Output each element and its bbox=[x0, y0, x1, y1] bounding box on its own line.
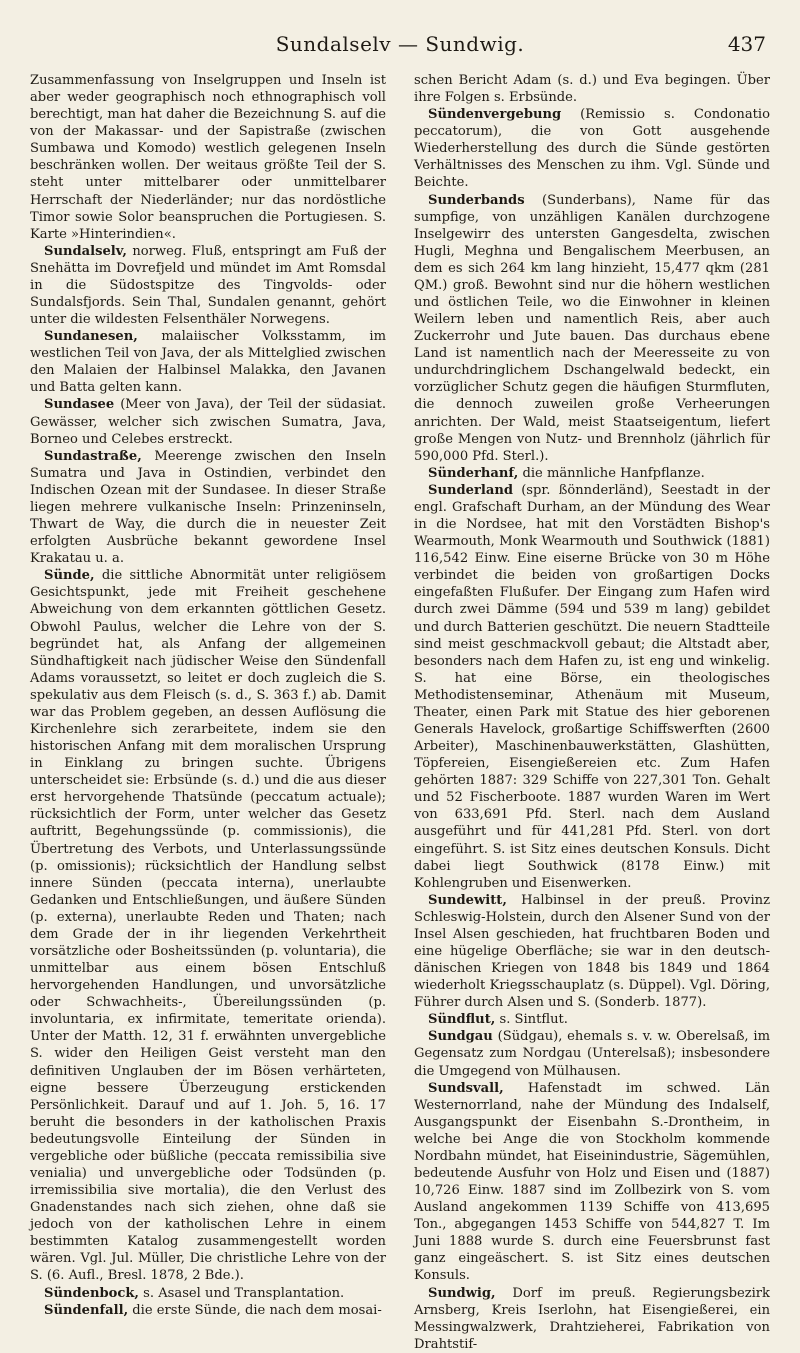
entry-headword: Sundwig, bbox=[428, 1285, 496, 1301]
dictionary-entry bbox=[414, 1028, 770, 1079]
entry-text: die erste Sünde, die nach dem mosai- bbox=[132, 1302, 382, 1318]
entry-headword: Sündflut, bbox=[428, 1012, 496, 1028]
entry-headword: Sundsvall, bbox=[428, 1080, 504, 1096]
entry-headword: Sündenbock, bbox=[44, 1285, 139, 1301]
running-head: Sundalselv — Sundwig. bbox=[275, 32, 525, 56]
entry-continuation bbox=[30, 72, 386, 243]
dictionary-entry bbox=[30, 243, 386, 328]
dictionary-entry bbox=[414, 465, 770, 482]
dictionary-entry bbox=[414, 1080, 770, 1285]
dictionary-entry bbox=[414, 482, 770, 892]
entry-text: s. Sintflut. bbox=[499, 1012, 568, 1028]
entry-text: norweg. Fluß, entspringt am Fuß der Snehätta im Dovrefjeld und mündet im Amt Romsdal in die Südostspitze des Tingvolds- oder Sundalsfjords. Sein Thal, Sundalen genannt, gehört unter die wildesten Felsenthäler Norwegens. bbox=[30, 243, 386, 328]
dictionary-entry bbox=[414, 106, 770, 191]
dictionary-entry bbox=[30, 448, 386, 568]
right-column bbox=[414, 72, 770, 1353]
dictionary-entry bbox=[30, 567, 386, 1284]
dictionary-entry bbox=[30, 1285, 386, 1302]
entry-headword: Sundasee bbox=[44, 397, 115, 413]
entry-text: (spr. ßönnderländ), Seestadt in der engl. Grafschaft Durham, an der Mündung des Wear in die Nordsee, hat mit den Vorstädten Bishop's Wearmouth, Monk Wearmouth und Southwick (1881) 116,542 Einw. Eine eiserne Brücke von 30 m Höhe verbindet die beiden von großartigen Docks eingefaßten Flußufer. Der Eingang zum Hafen wird durch zwei Dämme (594 und 539 m lang) gebildet und durch Batterien geschützt. Die neuern Stadtteile sind meist geschmackvoll gebaut; die Altstadt aber, besonders nach dem Hafen zu, ist eng und winkelig. S. hat eine Börse, ein theologisches Methodistenseminar, Athenäum mit Museum, Theater, einen Park mit Statue des hier geborenen Generals Havelock, großartige Schiffswerften (2600 Arbeiter), Maschinenbauwerkstätten, Glashütten, Töpfereien, Eisengießereien etc. Zum Hafen gehörten 1887: 329 Schiffe von 227,301 Ton. Gehalt und 52 Fischerboote. 1887 wurden Waren im Wert von 633,691 Pfd. Sterl. nach dem Ausland ausgeführt und für 441,281 Pfd. Sterl. von dort eingeführt. S. ist Sitz eines deutschen Konsuls. Dicht dabei liegt Southwick (8178 Einw.) mit Kohlengruben und Eisenwerken. bbox=[414, 482, 770, 891]
dictionary-entry bbox=[414, 892, 770, 1012]
entry-headword: Sünderhanf, bbox=[428, 465, 519, 481]
dictionary-entry bbox=[30, 1302, 386, 1319]
entry-headword: Sündenfall, bbox=[44, 1302, 129, 1318]
entry-text: die männliche Hanfpflanze. bbox=[522, 465, 705, 481]
left-column bbox=[30, 72, 386, 1353]
entry-text: malaiischer Volksstamm, im westlichen Teil von Java, der als Mittelglied zwischen den Malaien der Halbinsel Malakka, den Javanen und Batta gelten kann. bbox=[30, 329, 386, 396]
entry-headword: Sundgau bbox=[428, 1029, 493, 1045]
entry-text: schen Bericht Adam (s. d.) und Eva begingen. Über ihre Folgen s. Erbsünde. bbox=[414, 73, 770, 106]
dictionary-entry bbox=[414, 1011, 770, 1028]
entry-text: (Remissio s. Condonatio peccatorum), die von Gott ausgehende Wiederherstellung des durch die Sünde gestörten Verhältnisses des Menschen zu ihm. Vgl. Sünde und Beichte. bbox=[414, 107, 770, 191]
entry-text: Meerenge zwischen den Inseln Sumatra und Java in Ostindien, verbindet den Indischen Ozean mit der Sundasee. In dieser Straße liegen mehrere vulkanische Inseln: Prinzeninseln, Thwart de Way, die durch die in neuester Zeit erfolgten Ausbrüche bekannt gewordene Insel Krakatau u. a. bbox=[30, 448, 386, 567]
entry-headword: Sundalselv, bbox=[44, 243, 127, 259]
entry-headword: Sunderbands bbox=[428, 192, 525, 208]
dictionary-entry bbox=[414, 192, 770, 465]
entry-continuation bbox=[414, 72, 770, 106]
page-header bbox=[30, 28, 770, 62]
dictionary-entry bbox=[414, 1285, 770, 1353]
entry-headword: Sünde, bbox=[44, 568, 95, 584]
dictionary-entry bbox=[30, 396, 386, 447]
entry-headword: Sundastraße, bbox=[44, 448, 142, 464]
text-columns bbox=[30, 72, 770, 1353]
entry-headword: Sunderland bbox=[428, 482, 514, 498]
entry-text: (Meer von Java), der Teil der südasiat. Gewässer, welcher sich zwischen Sumatra, Java, Borneo und Celebes erstreckt. bbox=[30, 397, 386, 447]
entry-text: Hafenstadt im schwed. Län Westernorrland, nahe der Mündung des Indalself, Ausgangspunkt der Eisenbahn S.-Drontheim, in welche bei Ange die von Stockholm kommende Nordbahn mündet, hat Eiseinindustrie, Sägemühlen, bedeutende Ausfuhr von Holz und Eisen und (1887) 10,726 Einw. 1887 sind im Zollbezirk von S. vom Ausland angekommen 1139 Schiffe von 413,695 Ton., abgegangen 1453 Schiffe von 544,827 T. Im Juni 1888 wurde S. durch eine Feuersbrunst fast ganz eingeäschert. S. ist Sitz eines deutschen Konsuls. bbox=[414, 1080, 770, 1284]
page-number: 437 bbox=[727, 32, 766, 56]
dictionary-entry bbox=[30, 328, 386, 396]
entry-text: die sittliche Abnormität unter religiösem Gesichtspunkt, jede mit Freiheit geschehene Abweichung von dem erkannten göttlichen Gesetz. Obwohl Paulus, welcher die Lehre von der S. begründet hat, als Anfang der allgemeinen Sündhaftigkeit nach jüdischer Weise den Sündenfall Adams voraussetzt, so leitet er doch zugleich die S. spekulativ aus dem Fleisch (s. d., S. 363 f.) ab. Damit war das Problem gegeben, an dessen Auflösung die Kirchenlehre sich zerarbeitete, indem sie den historischen Anfang mit dem moralischen Ursprung in Einklang zu bringen suchte. Übrigens unterscheidet sie: Erbsünde (s. d.) und die aus dieser erst hervorgehende Thatsünde (peccatum actuale); rücksichtlich der Form, unter welcher das Gesetz auftritt, Begehungssünde (p. commissionis), die Übertretung des Verbots, und Unterlassungssünde (p. omissionis); rücksichtlich der Handlung selbst innere Sünden (peccata interna), unerlaubte Gedanken und Entschließungen, und äußere Sünden (p. externa), unerlaubte Reden und Thaten; nach dem Grade der in ihr liegenden Verkehrtheit vorsätzliche oder Bosheitssünden (p. voluntaria), die unmittelbar aus einem bösen Entschluß hervorgehenden Handlungen, und unvorsätzliche oder Schwachheits-, Übereilungssünden (p. involuntaria, ex infirmitate, temeritate orienda). Unter der Matth. 12, 31 f. erwähnten unvergebliche S. wider den Heiligen Geist versteht man den definitiven Unglauben der im Bösen verhärteten, eigne bessere Überzeugung erstickenden Persönlichkeit. Darauf und auf 1. Joh. 5, 16. 17 beruht die besonders in der katholischen Praxis bedeutungsvolle Einteilung der Sünden in vergebliche oder büßliche (peccata remissibilia sive venialia) und unvergebliche oder Todsünden (p. irremissibilia sive mortalia), die den Verlust des Gnadenstandes nach sich ziehen, ohne daß sie jedoch von der katholischen Lehre in einem bestimmten Katalog zusammengestellt worden wären. Vgl. Jul. Müller, Die christliche Lehre von der S. (6. Aufl., Bresl. 1878, 2 Bde.). bbox=[30, 568, 386, 1284]
entry-headword: Sundanesen, bbox=[44, 329, 138, 345]
entry-text: Dorf im preuß. Regierungsbezirk Arnsberg, Kreis Iserlohn, hat Eisengießerei, ein Messingwalzwerk, Drahtzieherei, Fabrikation von Drahtstif- bbox=[414, 1285, 770, 1352]
entry-headword: Sündenvergebung bbox=[428, 107, 562, 123]
entry-text: (Sunderbans), Name für das sumpfige, von unzähligen Kanälen durchzogene Inselgewirr des untersten Gangesdelta, zwischen Hugli, Meghna und Bengalischem Meerbusen, an dem es sich 264 km lang hinzieht, 15,477 qkm (281 QM.) groß. Bewohnt sind nur die höhern westlichen und östlichen Teile, wo die Einwohner in kleinen Weilern leben und namentlich Reis, aber auch Zuckerrohr und Jute bauen. Das durchaus ebene Land ist namentlich nach der Meeresseite zu von undurchdringlichem Dschangelwald bedeckt, ein vorzüglicher Schutz gegen die häufigen Sturmfluten, die dennoch zuweilen große Verheerungen anrichten. Der Wald, meist Staatseigentum, liefert große Mengen von Nutz- und Brennholz (jährlich für 590,000 Pfd. Sterl.). bbox=[414, 192, 770, 464]
entry-text: Halbinsel in der preuß. Provinz Schleswig-Holstein, durch den Alsener Sund von der Insel Alsen geschieden, hat fruchtbaren Boden und eine hügelige Oberfläche; sie war in den deutsch-dänischen Kriegen von 1848 bis 1849 und 1864 wiederholt Kriegsschauplatz (s. Düppel). Vgl. Döring, Führer durch Alsen und S. (Sonderb. 1877). bbox=[414, 892, 770, 1011]
entry-headword: Sundewitt, bbox=[428, 892, 507, 908]
entry-text: (Südgau), ehemals s. v. w. Oberelsaß, im Gegensatz zum Nordgau (Unterelsaß); insbesondere die Umgegend von Mülhausen. bbox=[414, 1029, 770, 1079]
entry-text: s. Asasel und Transplantation. bbox=[143, 1285, 345, 1301]
entry-text: Zusammenfassung von Inselgruppen und Inseln ist aber weder geographisch noch ethnographisch voll berechtigt, man hat daher die Bezeichnung S. auf die von der Makassar- und der Sapistraße (zwischen Sumbawa und Komodo) westlich gelegenen Inseln beschränken wollen. Der weitaus größte Teil der S. steht unter mittelbarer oder unmittelbarer Herrschaft der Niederländer; nur das nordöstliche Timor sowie Solor beanspruchen die Portugiesen. S. Karte »Hinterindien«. bbox=[30, 73, 386, 242]
